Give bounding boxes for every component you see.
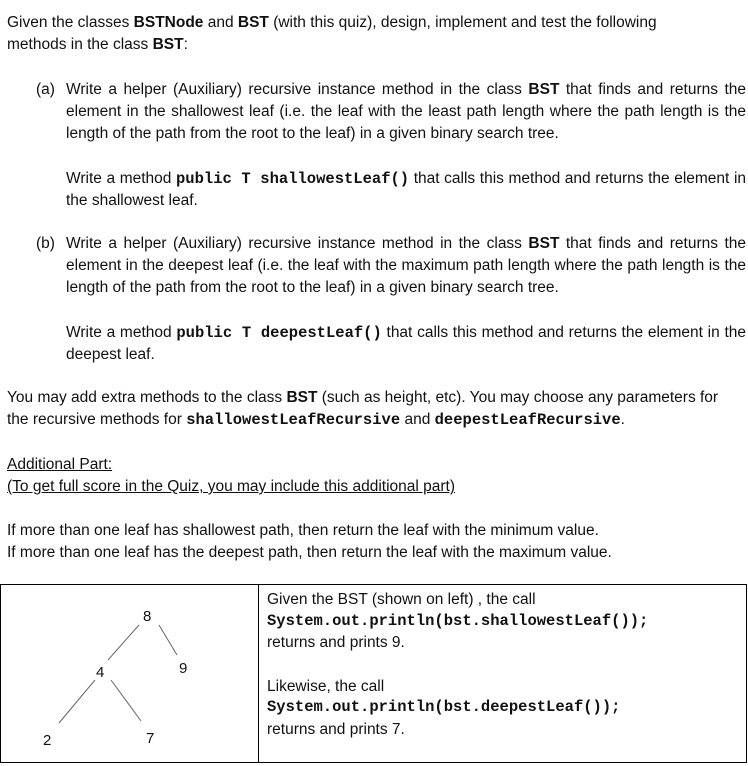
class-name-bst: BST [237, 14, 269, 31]
extra-methods-paragraph: You may add extra methods to the class BST (such as height, etc). You may choose any parameters for the recursive methods for shallowestLeafRecursive and deepestLeafRecursive. [7, 389, 719, 429]
example-text-cell [259, 585, 747, 763]
example-table [0, 584, 747, 763]
node-8: 8 [143, 608, 152, 625]
rule-deepest: If more than one leaf has the deepest path, then return the leaf with the maximum value. [7, 544, 612, 561]
example-line-1: Given the BST (shown on left) , the call [267, 591, 536, 608]
part-a-label: (a) [36, 81, 55, 98]
edge-4-2 [59, 680, 95, 723]
class-name-bst: BST [528, 81, 560, 98]
part-b-label: (b) [36, 235, 55, 252]
example-code-shallowest: System.out.println(bst.shallowestLeaf()); [267, 611, 649, 630]
example-line-2: returns and prints 9. [267, 634, 405, 651]
additional-part-title: Additional Part: [7, 456, 113, 473]
part-b-paragraph-1: Write a helper (Auxiliary) recursive instance method in the class BST that finds and returns the element in the deepest leaf (i.e. the leaf with the maximum path length where the path length is the length of the path from the root to the leaf) in a given binary search tree. [66, 235, 746, 296]
edge-4-7 [111, 680, 141, 721]
tree-cell [1, 585, 259, 763]
method-signature-shallowest: public T shallowestLeaf() [176, 170, 410, 188]
example-line-4: returns and prints 7. [267, 720, 405, 738]
node-9: 9 [179, 660, 188, 677]
method-name-deepest-recursive: deepestLeafRecursive [434, 411, 621, 429]
class-name-bstnode: BSTNode [133, 14, 204, 31]
method-name-shallowest-recursive: shallowestLeafRecursive [186, 411, 401, 429]
node-2: 2 [43, 732, 52, 749]
class-name-bst: BST [286, 389, 318, 406]
part-a-paragraph-2: Write a method public T shallowestLeaf() that calls this method and returns the element in the shallowest leaf. [66, 170, 747, 209]
rule-shallowest: If more than one leaf has shallowest path, then return the leaf with the minimum value. [7, 522, 599, 539]
part-b-paragraph-2: Write a method public T deepestLeaf() that calls this method and returns the element in the deepest leaf. [66, 324, 746, 363]
node-7: 7 [146, 730, 155, 747]
bst-diagram [1, 585, 256, 757]
example-code-deepest: System.out.println(bst.deepestLeaf()); [267, 698, 621, 716]
example-line-3: Likewise, the call [267, 677, 385, 695]
class-name-bst: BST [152, 36, 184, 53]
edge-8-9 [159, 625, 177, 655]
additional-part-subtitle: (To get full score in the Quiz, you may include this additional part) [7, 478, 456, 495]
intro-paragraph: Given the classes BSTNode and BST (with this quiz), design, implement and test the following methods in the class BST: [7, 14, 657, 53]
node-4: 4 [96, 664, 105, 681]
method-signature-deepest: public T deepestLeaf() [176, 324, 382, 342]
part-a-paragraph-1: Write a helper (Auxiliary) recursive instance method in the class BST that finds and returns the element in the shallowest leaf (i.e. the leaf with the least path length where the path length is the length of the path from the root to the leaf) in a given binary search tree. [66, 81, 746, 142]
edge-8-4 [108, 625, 139, 660]
class-name-bst: BST [528, 235, 560, 252]
